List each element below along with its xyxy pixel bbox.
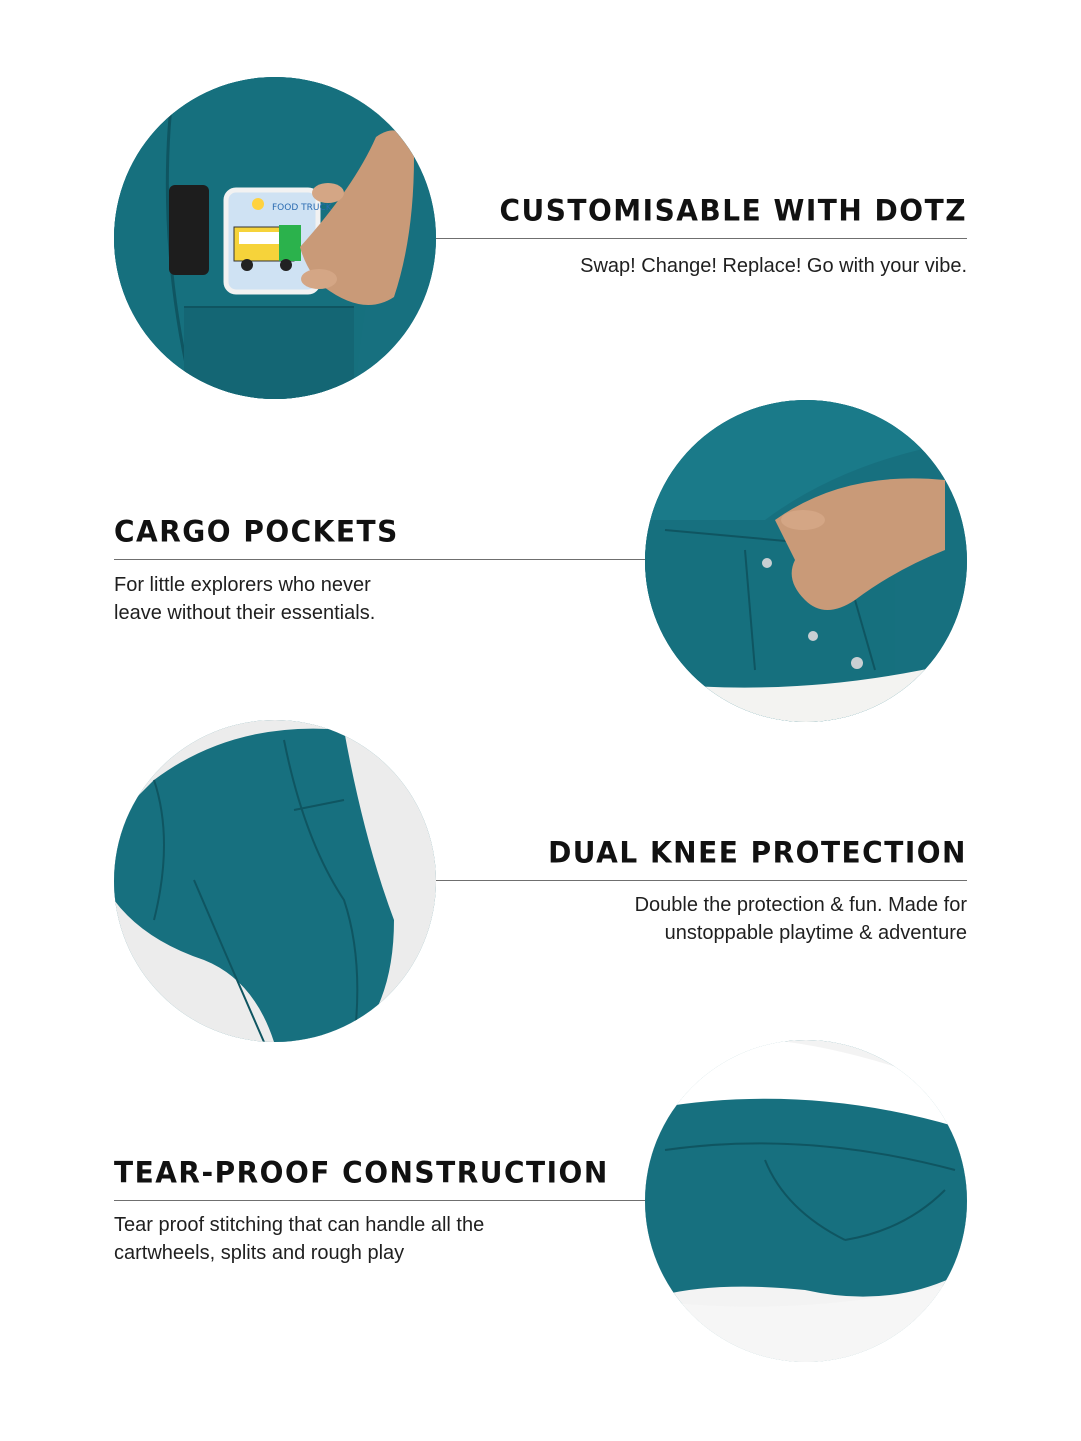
feature-image-cargo-pocket	[645, 400, 967, 722]
description-line: Tear proof stitching that can handle all the	[114, 1214, 485, 1236]
patch-label: FOOD TRUCK	[272, 203, 332, 213]
feature-title: TEAR-PROOF CONSTRUCTION	[114, 1155, 609, 1190]
feature-description	[114, 1211, 484, 1267]
description-line: cartwheels, splits and rough play	[114, 1242, 405, 1264]
dotz-patch-illustration	[114, 77, 436, 399]
feature-description	[114, 571, 375, 627]
divider-line	[114, 1200, 645, 1201]
divider-line	[436, 238, 967, 239]
divider-line	[114, 559, 645, 560]
description-line: Swap! Change! Replace! Go with your vibe.	[580, 255, 967, 277]
feature-image-knee-panel	[114, 720, 436, 1042]
feature-title: CUSTOMISABLE WITH DOTZ	[499, 193, 967, 228]
feature-image-stitching	[645, 1040, 967, 1362]
feature-title: CARGO POCKETS	[114, 514, 399, 549]
description-line: unstoppable playtime & adventure	[664, 922, 967, 944]
cargo-pocket-illustration	[645, 400, 967, 722]
knee-panel-illustration	[114, 720, 436, 1042]
description-line: Double the protection & fun. Made for	[634, 894, 967, 916]
divider-line	[436, 880, 967, 881]
feature-description	[580, 252, 967, 280]
feature-image-dotz-patch	[114, 77, 436, 399]
stitching-illustration	[645, 1040, 967, 1362]
feature-title: DUAL KNEE PROTECTION	[548, 835, 967, 870]
description-line: leave without their essentials.	[114, 602, 376, 624]
description-line: For little explorers who never	[114, 574, 371, 596]
feature-description	[635, 891, 967, 947]
